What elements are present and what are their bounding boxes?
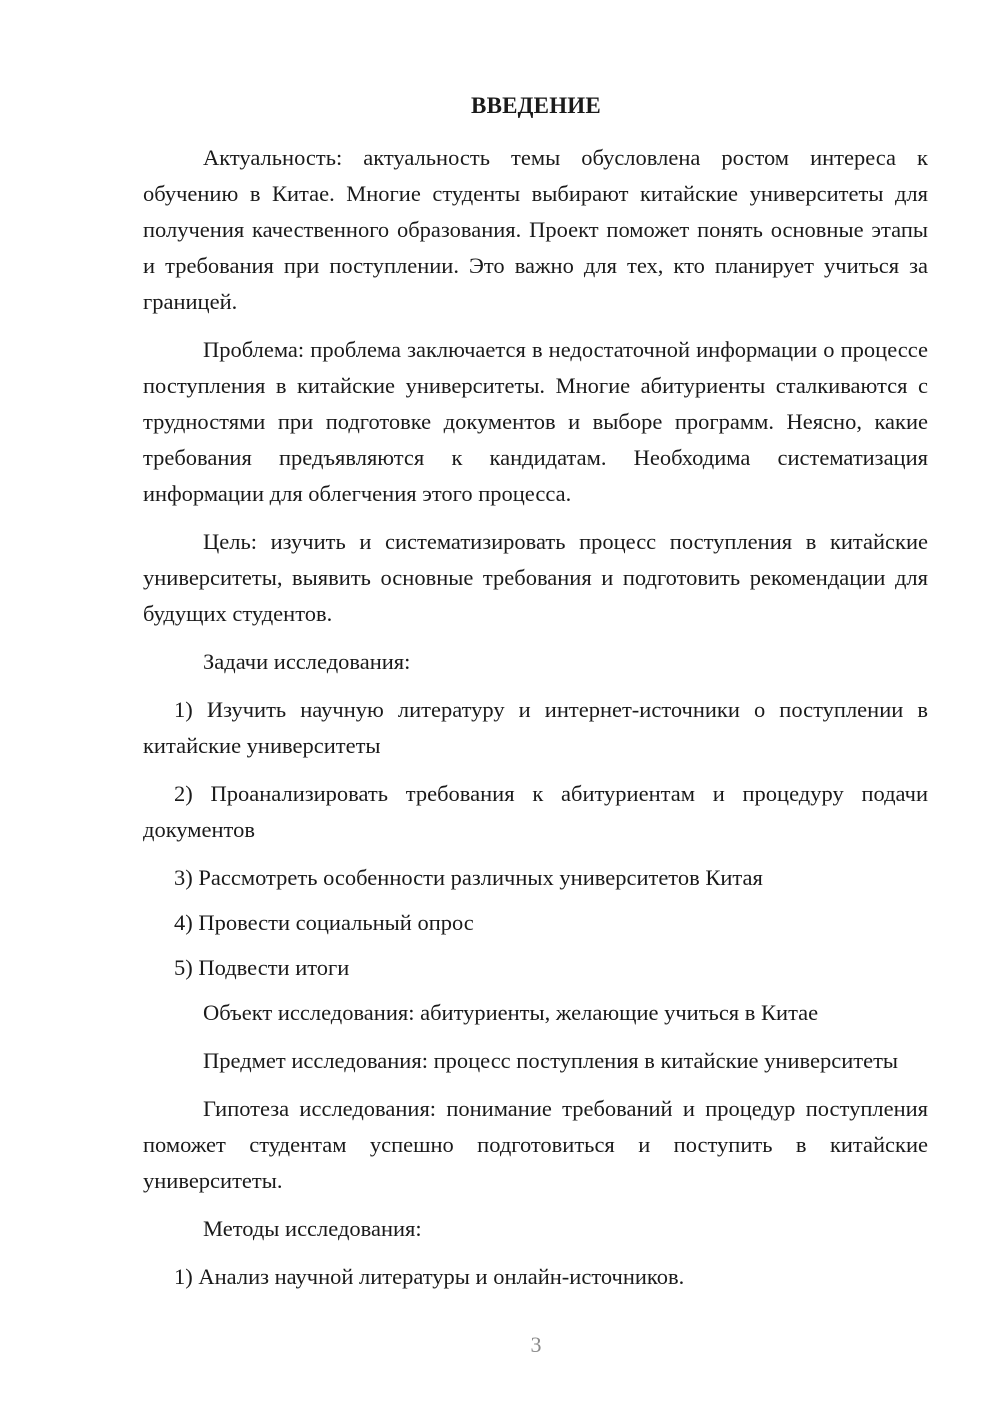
document-body xyxy=(143,140,928,1304)
method-item-1: 1) Анализ научной литературы и онлайн-источников. xyxy=(174,1264,685,1289)
methods-heading: Методы исследования: xyxy=(203,1216,422,1241)
tasks-heading: Задачи исследования: xyxy=(203,649,411,674)
paragraph-subject: Предмет исследования: процесс поступления в китайские университеты xyxy=(203,1048,899,1073)
paragraph-goal: Цель: изучить и систематизировать процесс поступления в китайские университеты, выявить основные требования и подготовить рекомендации для будущих студентов. xyxy=(143,529,928,626)
page-title: ВВЕДЕНИЕ xyxy=(471,93,601,118)
paragraph-object: Объект исследования: абитуриенты, желающие учиться в Китае xyxy=(203,1000,819,1025)
task-item-5: 5) Подвести итоги xyxy=(174,955,350,980)
paragraph-problem: Проблема: проблема заключается в недостаточной информации о процессе поступления в китайские университеты. Многие абитуриенты сталкиваются с трудностями при подготовке документов и выборе программ. Неясно, какие требования предъявляются к кандидатам. Необходима систематизация информации для облегчения этого процесса. xyxy=(143,337,928,506)
paragraph-relevance: Актуальность: актуальность темы обусловлена ростом интереса к обучению в Китае. Многие студенты выбирают китайские университеты для получения качественного образования. Проект поможет понять основные этапы и требования при поступлении. Это важно для тех, кто планирует учиться за границей. xyxy=(143,145,928,314)
task-item-2: 2) Проанализировать требования к абитуриентам и процедуру подачи документов xyxy=(143,781,928,842)
task-item-3: 3) Рассмотреть особенности различных университетов Китая xyxy=(174,865,763,890)
task-item-1: 1) Изучить научную литературу и интернет-источники о поступлении в китайские университеты xyxy=(143,697,928,758)
paragraph-hypothesis: Гипотеза исследования: понимание требований и процедур поступления поможет студентам успешно подготовиться и поступить в китайские университеты. xyxy=(143,1096,928,1193)
page-number: 3 xyxy=(530,1332,542,1357)
task-item-4: 4) Провести социальный опрос xyxy=(174,910,474,935)
